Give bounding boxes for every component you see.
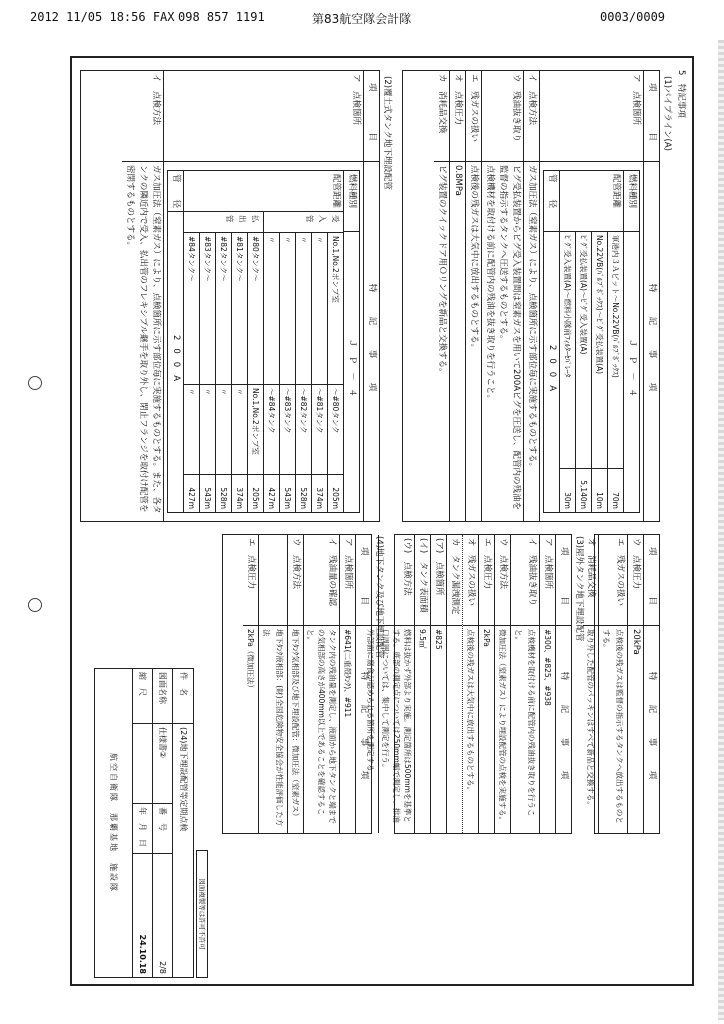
pipe-distance-label: 配管距離 bbox=[611, 174, 621, 209]
item-label: ウ 点検方法 bbox=[498, 538, 508, 590]
item-text: #641(二重殻ﾀﾝｸ)、#911 bbox=[340, 625, 355, 833]
scan-edge bbox=[718, 40, 724, 1020]
copy-permission-stamp: 図面複製等は許可不許可 bbox=[196, 850, 208, 978]
route-length: 205m bbox=[328, 474, 343, 512]
route-to: ～#81タンク bbox=[312, 384, 327, 474]
item-label: ア 点検箇所 bbox=[343, 538, 353, 590]
route-length: 374m bbox=[312, 474, 327, 512]
tb-name-label: 件 名 bbox=[179, 672, 188, 696]
col-item: 項 目 bbox=[647, 546, 657, 613]
route-length: 528m bbox=[296, 474, 311, 512]
pay-label: 払出管 bbox=[225, 215, 260, 223]
route-text: No.22VB(ﾊﾞﾙﾌﾞﾎﾞｯｸｽ)～ﾋﾞｸﾞ受払装置(A) bbox=[595, 235, 604, 375]
route-to: ～#83タンク bbox=[280, 384, 295, 474]
route-length: 528m bbox=[216, 474, 231, 512]
item-text: #825 bbox=[431, 625, 446, 833]
item-label: オ 点検圧力 bbox=[453, 74, 463, 126]
route-length: 70m bbox=[608, 468, 623, 512]
item-label: ア 点検箇所 bbox=[351, 74, 361, 126]
fax-number: 098 857 1191 bbox=[178, 10, 265, 24]
item-text: 点検後の残ガスは大気中に放出するものとする。 bbox=[463, 625, 478, 833]
item-label: (イ) タンク表面積 bbox=[418, 538, 428, 613]
item-text: 20kPa bbox=[628, 625, 643, 833]
item-text: #300、#825、#938 bbox=[540, 625, 555, 833]
punch-hole bbox=[28, 598, 42, 612]
fax-datetime: 2012 11/05 18:56 FAX bbox=[30, 10, 175, 24]
route-length: 30m bbox=[560, 468, 575, 512]
title-block bbox=[94, 668, 194, 978]
item-label: エ 点検圧力 bbox=[482, 538, 492, 590]
pipeline-heading: (1)パイプライン(A) bbox=[662, 76, 672, 151]
col-notes: 特 記 事 項 bbox=[556, 625, 571, 833]
item-text: 点検後の残ガスは大気中に放出するものとする。 bbox=[466, 161, 481, 521]
item-text: 2kPa bbox=[479, 625, 494, 833]
route-to: 〃 bbox=[200, 384, 215, 474]
tb-drawing-label: 図面名称 bbox=[158, 672, 167, 704]
route-from: No.1,No.2ポンプ室 bbox=[331, 236, 340, 303]
pipeline-table bbox=[402, 70, 660, 522]
route-from: #84タンク～ bbox=[187, 236, 196, 282]
route-to: ～#82タンク bbox=[296, 384, 311, 474]
route-from: 〃 bbox=[283, 236, 292, 244]
item-text: 微加圧法（窒素ガス）により埋設配管の点検を実施する。 bbox=[495, 625, 510, 833]
route-text: ﾋﾞｸﾞ受払装置(A)～ﾋﾞｸﾞ受入装置(A) bbox=[579, 235, 588, 355]
item-label: イ 点検方法 bbox=[527, 74, 537, 126]
col-notes: 特 記 事 項 bbox=[644, 625, 659, 833]
item-label: ア 点検箇所 bbox=[543, 538, 553, 590]
tb-drawing-value: 仕様書② bbox=[153, 723, 172, 803]
underground-table bbox=[80, 70, 380, 522]
continued-table bbox=[586, 534, 660, 834]
col-item: 項 目 bbox=[367, 82, 377, 149]
route-from: #82タンク～ bbox=[219, 236, 228, 282]
route-table bbox=[543, 170, 640, 513]
item-text: 地下ﾀﾝｸ液相部：(財)全国危険物安全協会が性能評価した方法 bbox=[259, 625, 287, 833]
item-label: (ア) 点検箇所 bbox=[434, 538, 444, 596]
table-header-row bbox=[644, 71, 659, 521]
fuel-type-value: ＪＰ－４ bbox=[344, 231, 359, 512]
tb-scale-label: 縮 尺 bbox=[138, 672, 147, 696]
route-length: 205m bbox=[248, 474, 263, 512]
item-label: エ 残ガスの扱い bbox=[615, 538, 625, 607]
route-length: 543m bbox=[280, 474, 295, 512]
route-to: ～#80タンク bbox=[328, 384, 343, 474]
tb-number-value: 2/8 bbox=[153, 853, 172, 977]
route-from: 〃 bbox=[315, 236, 324, 244]
tb-date-value: 24.10.18 bbox=[133, 853, 152, 977]
item-label: エ 点検圧力 bbox=[246, 538, 256, 590]
route-table bbox=[167, 170, 360, 513]
route-to: No.1,No.2ポンプ室 bbox=[248, 384, 263, 474]
tb-number-label: 番 号 bbox=[153, 803, 172, 853]
tb-date-label: 年 月 日 bbox=[133, 803, 152, 853]
item-label: オ 残ガスの扱い bbox=[466, 538, 476, 607]
tb-name-value: (24)地下埋設配管等定期点検 bbox=[173, 723, 193, 977]
fuel-type-label: 燃料種別 bbox=[627, 174, 637, 209]
route-length: 10m bbox=[592, 468, 607, 512]
route-text: 軍港内３Ａピット～No.22VB(ﾊﾞﾙﾌﾞﾎﾞｯｸｽ) bbox=[611, 235, 620, 378]
col-item: 項 目 bbox=[559, 546, 569, 613]
diameter-label: 管 径 bbox=[547, 174, 557, 209]
receive-label: 受入管 bbox=[305, 215, 340, 223]
item-label: イ 残油抜き取り bbox=[527, 538, 537, 607]
item-text: 外部面に腐食が認められる箇所を測定する。 bbox=[363, 625, 378, 833]
pipe-distance-label: 配管距離 bbox=[331, 174, 341, 209]
route-from: #81タンク～ bbox=[235, 236, 244, 282]
diameter-value: 200A bbox=[168, 211, 183, 512]
item-text: 取り外した配管のパッキンはすべて新品と交換する。 bbox=[583, 625, 598, 833]
item-text: 2kPa（微加圧法） bbox=[243, 625, 258, 833]
outside-tank-heading: (3)屋外タンク地下埋設配管 bbox=[574, 536, 584, 642]
tb-organization: 航空自衛隊 那覇基地 施設隊 bbox=[109, 753, 118, 893]
item-text: 0.8MPa bbox=[450, 161, 465, 521]
item-label: (ウ) 点検方法 bbox=[402, 538, 412, 596]
fax-page: 0003/0009 bbox=[600, 10, 666, 24]
route-length: 5,140m bbox=[576, 468, 591, 512]
item-text: 点検機材を取付ける前に配管内の残油抜き取りを行うこと。 bbox=[511, 625, 539, 833]
col-item: 項 目 bbox=[359, 546, 369, 613]
item-label: ウ 点検圧力 bbox=[631, 538, 641, 590]
item-label: カ 消耗品交換 bbox=[437, 74, 447, 134]
item-text: ガス加圧法（窒素ガス）により、点検箇所に示す部位毎に実施するものとする。 bbox=[524, 161, 539, 521]
underground-heading: (2)覆土式タンク地下埋設配管 bbox=[382, 76, 392, 190]
route-from: #83タンク～ bbox=[203, 236, 212, 282]
col-notes: 特 記 事 項 bbox=[364, 161, 379, 521]
route-from: #80タンク～ bbox=[251, 236, 260, 282]
route-from: 〃 bbox=[267, 236, 276, 244]
route-length: 427m bbox=[184, 474, 199, 512]
fax-sender: 第83航空隊会計隊 bbox=[312, 12, 412, 26]
item-label: イ 残油量の確認 bbox=[327, 538, 337, 607]
item-text bbox=[447, 625, 462, 833]
item-text: ピグ受払装置からピグ受入装置間は窒素ガスを用いて200Aピグを圧送し、配管内の残油を監督の指示するタンクへ圧送するものとする。 bbox=[498, 165, 521, 511]
tank-table bbox=[222, 534, 372, 834]
col-notes: 特 記 事 項 bbox=[356, 625, 371, 833]
diameter-value: 200A bbox=[544, 231, 559, 512]
punch-hole bbox=[28, 376, 42, 390]
diameter-label: 管 径 bbox=[171, 174, 181, 209]
item-label: ウ 残油抜き取り bbox=[511, 74, 521, 143]
item-text: 地下ﾀﾝｸ気相部及び地下埋設配管：微加圧法（窒素ガス） bbox=[288, 625, 303, 833]
tank-heading: (4)地下タンク及び地下埋設配管 bbox=[374, 536, 384, 659]
route-length: 543m bbox=[200, 474, 215, 512]
item-label: エ 残ガスの扱い bbox=[469, 74, 479, 143]
rotated-sheet bbox=[70, 58, 694, 988]
item-text: ピグ装置のクイックドア用Ｏリングを新品と交換する。 bbox=[434, 161, 449, 521]
item-text: タンク内の残油量を測定し、液面から地下タンクと端までの気相部の高さが400mm以上であることを確認すること。 bbox=[304, 625, 339, 833]
item-label: ア 点検箇所 bbox=[631, 74, 641, 126]
route-from: 〃 bbox=[299, 236, 308, 244]
item-label: ウ 点検方法 bbox=[291, 538, 301, 590]
fuel-type-label: 燃料種別 bbox=[347, 174, 357, 209]
route-to: 〃 bbox=[184, 384, 199, 474]
section-heading: 5 特記事項 bbox=[676, 70, 686, 118]
item-text: 9.5㎡ bbox=[415, 625, 430, 833]
item-label: カ タンク漏洩測定 bbox=[450, 538, 460, 615]
item-text: ガス加圧法（窒素ガス）により、点検箇所に示す部位毎に実施するものとする。また、各タンクの隣近内で受入、払出管のフレキシブル継手を取り外し、閉止フランジを取付け配管を密閉するものとする。 bbox=[122, 161, 163, 521]
route-text: ﾋﾞｸﾞ受入装置(A)～燃料小隊前ﾌｨﾙﾀｰｾﾊﾟﾚｰﾀ bbox=[563, 235, 572, 378]
col-notes: 特 記 事 項 bbox=[644, 161, 659, 521]
fuel-type-value: ＪＰ－４ bbox=[624, 231, 639, 512]
route-to: 〃 bbox=[216, 384, 231, 474]
table-row bbox=[540, 71, 644, 521]
item-label bbox=[259, 535, 287, 625]
item-text: 点検後の残ガスは監督の指示するタンクへ放出するものとする。 bbox=[599, 625, 627, 833]
route-to: 〃 bbox=[232, 384, 247, 474]
fax-header bbox=[0, 0, 724, 34]
document-frame bbox=[70, 56, 694, 986]
item-text: 燃料は抜かず外部より実施。測定箇所は500mmを基準とする。底部の測定点については250mm幅で測定し、排油口周囲については、集中して測定を行う。 bbox=[379, 625, 414, 833]
route-length: 374m bbox=[232, 474, 247, 512]
item-label: オ 消耗品交換 bbox=[586, 538, 596, 598]
col-item: 項 目 bbox=[647, 82, 657, 149]
item-text: 点検機材を取付ける前に配管内の残油を抜き取りを行うこと。 bbox=[485, 165, 495, 404]
route-to: ～#84タンク bbox=[264, 384, 279, 474]
route-length: 427m bbox=[264, 474, 279, 512]
item-label: イ 点検方法 bbox=[151, 74, 161, 126]
